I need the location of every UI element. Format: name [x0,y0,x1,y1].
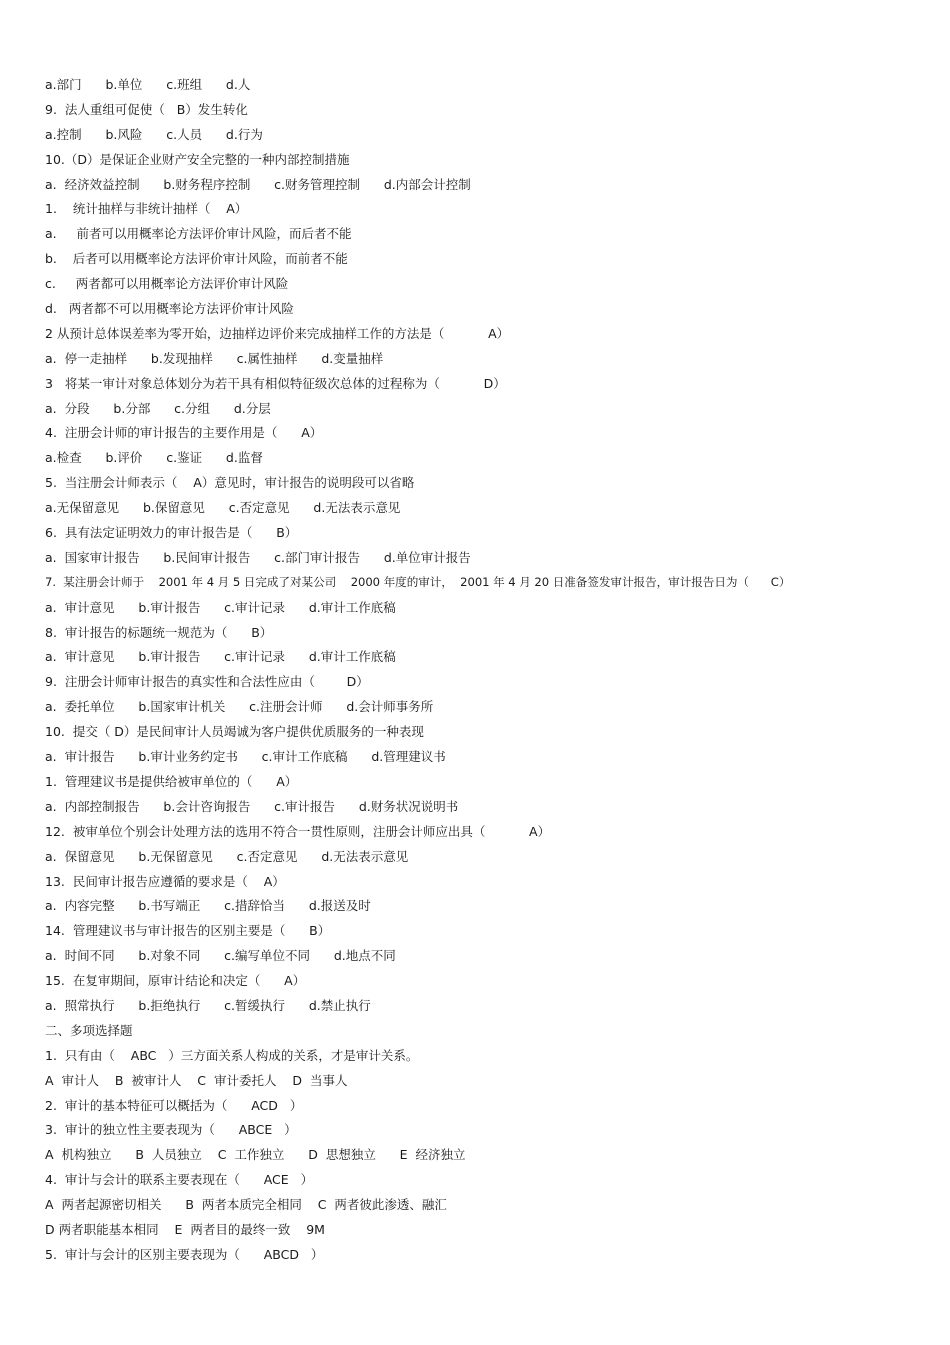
options-line: a. 审计报告 b.审计业务约定书 c.审计工作底稿 d.管理建议书 [45,749,446,765]
section-heading: 二、多项选择题 [45,1022,133,1038]
options-line: a. 时间不同 b.对象不同 c.编写单位不同 d.地点不同 [45,948,396,964]
question-line: 5. 审计与会计的区别主要表现为（ ABCD ） [45,1246,324,1262]
text-line: a.部门 b.单位 c.班组 d.人 [45,77,251,92]
options-line: a.无保留意见 b.保留意见 c.否定意见 d.无法表示意见 [45,500,401,516]
question-line: 3. 审计的独立性主要表现为（ ABCE ） [45,1122,297,1138]
question-line: 9. 法人重组可促使（ B）发生转化 [45,101,248,117]
question-line: 6. 具有法定证明效力的审计报告是（ B） [45,525,298,541]
question-line: 2 从预计总体误差率为零开始，边抽样边评价来完成抽样工作的方法是（ A） [45,325,510,341]
options-line: a. 停一走抽样 b.发现抽样 c.属性抽样 d.变量抽样 [45,350,384,366]
question-line: 1. 管理建议书是提供给被审单位的（ A） [45,773,298,789]
options-line: a. 经济效益控制 b.财务程序控制 c.财务管理控制 d.内部会计控制 [45,176,471,192]
question-line: 1. 只有由（ ABC ）三方面关系人构成的关系，才是审计关系。 [45,1047,419,1063]
question-line: 15. 在复审期间，原审计结论和决定（ A） [45,973,306,989]
question-line: 7. 某注册会计师于 2001 年 4 月 5 日完成了对某公司 2000 年度的审计， 2001 年 4 月 20 日准备签发审计报告，审计报告日为（ C） [45,574,791,589]
options-line: a. 内容完整 b.书写端正 c.措辞恰当 d.报送及时 [45,898,371,914]
question-line: 10.（D）是保证企业财产安全完整的一种内部控制措施 [45,151,350,167]
question-line: 1. 统计抽样与非统计抽样（ A） [45,201,248,217]
question-line: 9. 注册会计师审计报告的真实性和合法性应由（ D） [45,674,369,690]
question-line: 3 将某一审计对象总体划分为若干具有相似特征级次总体的过程称为（ D） [45,375,506,391]
question-line: 8. 审计报告的标题统一规范为（ B） [45,624,273,640]
options-line: A 机构独立 B 人员独立 C 工作独立 D 思想独立 E 经济独立 [45,1147,466,1163]
options-line: a. 内部控制报告 b.会计咨询报告 c.审计报告 d.财务状况说明书 [45,798,459,814]
option-line: d. 两者都不可以用概率论方法评价审计风险 [45,301,294,317]
question-line: 4. 审计与会计的联系主要表现在（ ACE ） [45,1172,314,1188]
question-line: 13. 民间审计报告应遵循的要求是（ A） [45,873,285,889]
question-line: 5. 当注册会计师表示（ A）意见时，审计报告的说明段可以省略 [45,475,415,491]
options-line: a.检查 b.评价 c.鉴证 d.监督 [45,450,263,466]
option-line: b. 后者可以用概率论方法评价审计风险，而前者不能 [45,251,348,267]
document-body [45,76,925,1271]
options-line: a.控制 b.风险 c.人员 d.行为 [45,126,263,142]
option-line: c. 两者都可以用概率论方法评价审计风险 [45,276,289,292]
options-line: a. 国家审计报告 b.民间审计报告 c.部门审计报告 d.单位审计报告 [45,549,471,565]
options-line: a. 保留意见 b.无保留意见 c.否定意见 d.无法表示意见 [45,848,409,864]
question-line: 14. 管理建议书与审计报告的区别主要是（ B） [45,923,331,939]
question-line: 4. 注册会计师的审计报告的主要作用是（ A） [45,425,323,441]
options-line: a. 分段 b.分部 c.分组 d.分层 [45,400,271,416]
question-line: 10. 提交（ D）是民间审计人员竭诚为客户提供优质服务的一种表现 [45,724,424,740]
options-line: A 两者起源密切相关 B 两者本质完全相同 C 两者彼此渗透、融汇 [45,1197,447,1213]
options-line: a. 委托单位 b.国家审计机关 c.注册会计师 d.会计师事务所 [45,699,434,715]
options-line: D 两者职能基本相同 E 两者目的最终一致 9M [45,1221,325,1237]
question-line: 12. 被审单位个别会计处理方法的选用不符合一贯性原则，注册会计师应出具（ A） [45,823,551,839]
question-line: 2. 审计的基本特征可以概括为（ ACD ） [45,1097,303,1113]
options-line: A 审计人 B 被审计人 C 审计委托人 D 当事人 [45,1072,348,1088]
options-line: a. 审计意见 b.审计报告 c.审计记录 d.审计工作底稿 [45,599,396,615]
options-line: a. 照常执行 b.拒绝执行 c.暂缓执行 d.禁止执行 [45,997,371,1013]
options-line: a. 审计意见 b.审计报告 c.审计记录 d.审计工作底稿 [45,649,396,665]
option-line: a. 前者可以用概率论方法评价审计风险，而后者不能 [45,226,352,242]
